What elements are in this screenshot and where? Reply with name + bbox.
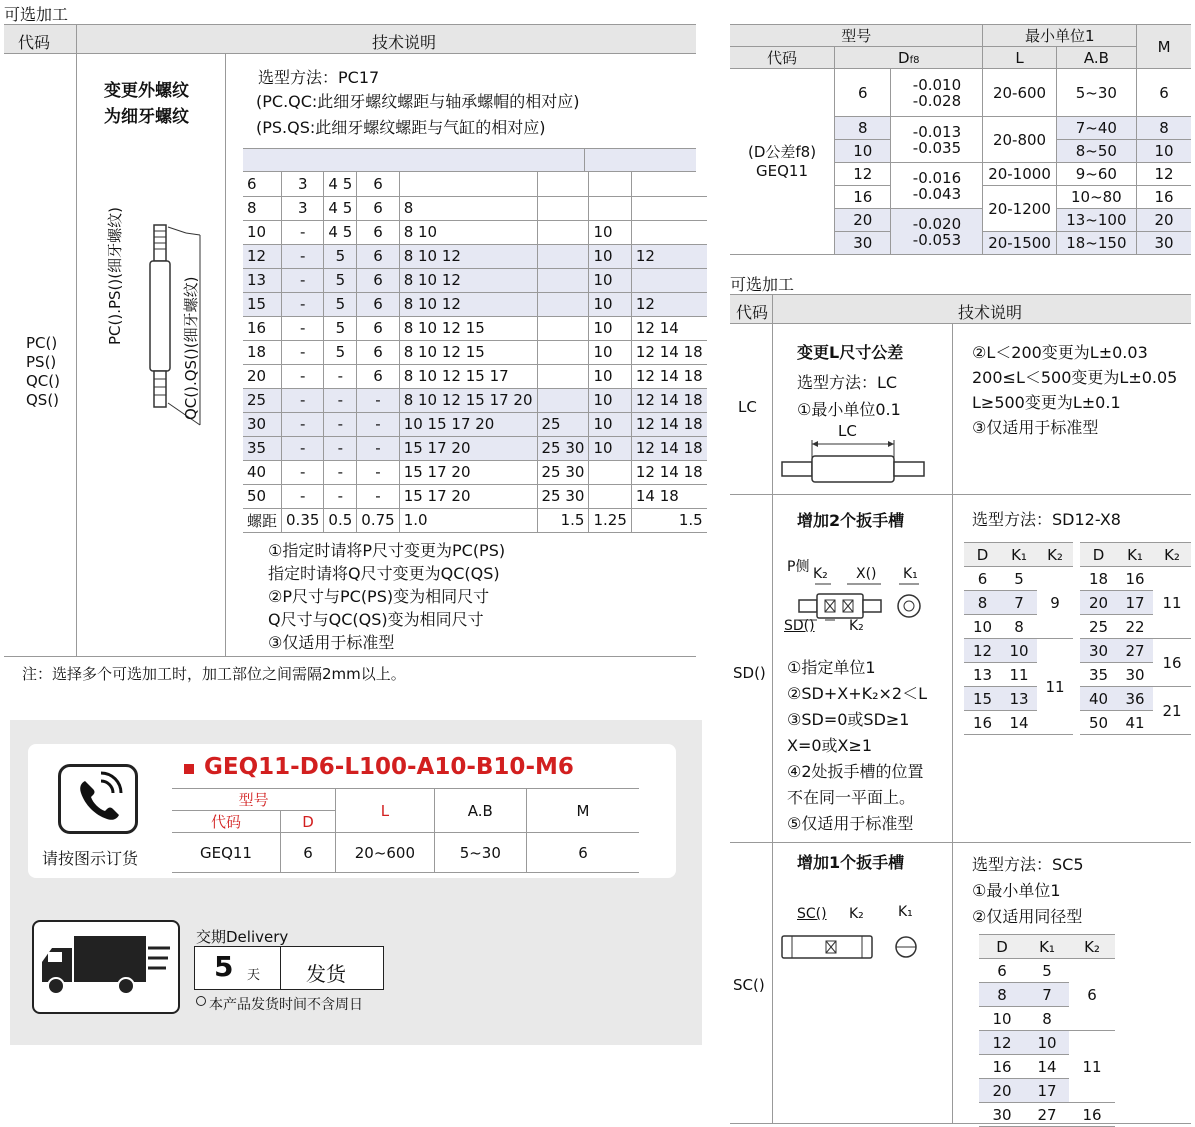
table-cell: 8 10 12 [399,244,537,268]
delivery-title: 交期Delivery [196,928,289,946]
table-cell: 40 [243,460,282,484]
table-cell: - [324,364,357,388]
table-cell: 13 [243,268,282,292]
table-cell: - [282,484,324,508]
table-cell: - [357,412,399,436]
table-cell: - [324,436,357,460]
option-codes: PC() PS() QC() QS() [26,334,60,409]
table-cell: 20 [243,364,282,388]
delivery-action: 发货 [306,962,346,986]
table-cell: 25 30 [537,484,589,508]
header-code-right: 代码 [736,303,769,322]
table-cell [537,172,589,196]
table-cell: 螺距 [243,508,282,532]
thread-notes: ①指定时请将P尺寸变更为PC(PS) 指定时请将Q尺寸变更为QC(QS) ②P尺寸与PC(PS)变为相同尺寸 Q尺寸与QC(QS)变为相同尺寸 ③仅适用于标准型 [268,541,506,652]
table-cell: 8 [243,196,282,220]
header-code: 代码 [18,33,51,52]
sd-notes: ①指定单位1 ②SD+X+K₂×2＜L ③SD=0或SD≥1 X=0或X≥1 ④2处扳手槽的位置 不在同一平面上。 ⑤仅适用于标准型 [787,658,928,833]
table-cell: 5 [324,292,357,316]
table-cell: - [324,484,357,508]
table-cell: 1.0 [399,508,537,532]
selection-method: 选型方法：PC17 [258,68,380,87]
section-title-right: 可选加工 [730,275,795,294]
bullet-icon [184,764,194,774]
phone-icon [58,764,138,834]
sd-table-left: D K₁ K₂ 6 5 9 8 7 10 8 12 10 11 13 11 15 13 16 14 [964,542,1073,735]
table-cell: 18 [243,340,282,364]
table-cell: - [357,460,399,484]
feature-title: 变更外螺纹 为细牙螺纹 [104,81,189,127]
table-cell [589,196,631,220]
table-cell: 10 [589,220,631,244]
table-cell: - [282,364,324,388]
table-cell: 10 [589,436,631,460]
sd-sd-label: SD() [784,618,815,634]
table-cell: 1.5 [537,508,589,532]
table-cell: - [282,340,324,364]
lc-note-1: ①最小单位0.1 [797,400,901,419]
table-cell: 25 [537,412,589,436]
table-cell: 6 [357,340,399,364]
sd-table-right: D K₁ K₂ 18 16 11 20 17 25 22 30 27 16 35 30 40 36 21 50 41 [1080,542,1191,735]
table-cell: 10 [589,292,631,316]
table-row [243,292,707,316]
table-cell: 5 [324,268,357,292]
footnote: 注：选择多个可选加工时，加工部位之间需隔2mm以上。 [22,665,406,683]
sc-shaft-diagram [778,924,928,964]
table-cell: 0.5 [324,508,357,532]
table-cell: 1.5 [631,508,706,532]
table-cell: 6 [357,364,399,388]
lc-notes: ②L＜200变更为L±0.03 200≤L＜500变更为L±0.05 L≥500变更为L±0.1 ③仅适用于标准型 [972,343,1178,437]
diagram-label-qc: QC().QS()(细牙螺纹) [182,276,200,420]
table-cell [537,220,589,244]
sc-k1-label: K₁ [898,904,913,920]
table-cell: - [282,292,324,316]
table-cell: 6 [357,220,399,244]
table-cell: 25 [243,388,282,412]
table-cell: 12 14 18 [631,460,706,484]
table-cell: 15 17 20 [399,484,537,508]
table-cell [537,364,589,388]
table-cell: 8 10 12 [399,292,537,316]
header-desc-right: 技术说明 [958,303,1023,322]
table-cell: 4 5 [324,220,357,244]
delivery-day-unit: 天 [247,968,261,983]
sc-title: 增加1个扳手槽 [797,853,905,872]
table-cell: 0.35 [282,508,324,532]
table-cell: 16 [243,316,282,340]
table-cell: 12 14 18 [631,436,706,460]
table-cell: 10 [589,412,631,436]
table-cell: - [324,388,357,412]
table-cell: 1.25 [589,508,631,532]
table-cell: 15 17 20 [399,436,537,460]
lc-title: 变更L尺寸公差 [797,343,904,362]
sd-k2-label: K₂ [813,566,828,582]
table-cell: - [282,316,324,340]
table-cell: 8 10 12 15 [399,340,537,364]
table-cell: 15 17 20 [399,460,537,484]
table-cell: 0.75 [357,508,399,532]
table-row [243,436,707,460]
sc-k2-label: K₂ [849,906,864,922]
delivery-days: 5 [214,950,234,983]
table-cell: 10 [589,340,631,364]
sc-sc-label: SC() [797,906,827,922]
table-cell [537,244,589,268]
table-cell [589,484,631,508]
table-cell: 6 [357,268,399,292]
table-cell: - [282,436,324,460]
table-row [243,412,707,436]
table-cell: - [282,244,324,268]
table-cell: 10 [589,388,631,412]
table-cell [537,340,589,364]
table-cell: 30 [243,412,282,436]
table-cell: 15 [243,292,282,316]
delivery-note: 本产品发货时间不含周日 [209,997,363,1013]
table-cell [537,292,589,316]
table-cell: 35 [243,436,282,460]
order-table: 型号 L A.B M 代码 D GEQ11 6 20~600 5~30 6 [172,788,639,873]
sd-k2-label-2: K₂ [849,618,864,634]
table-cell: 8 10 12 [399,268,537,292]
table-cell: 8 10 [399,220,537,244]
table-cell: 25 30 [537,460,589,484]
table-cell: - [282,412,324,436]
table-cell: 6 [357,292,399,316]
table-cell: 25 30 [537,436,589,460]
table-row [243,220,707,244]
table-cell: 10 [589,244,631,268]
sc-table: D K₁ K₂ 6 5 6 8 7 10 8 12 10 11 16 14 20 17 30 27 16 [979,934,1115,1127]
table-cell: 3 [282,172,324,196]
table-cell [631,268,706,292]
table-cell: 6 [357,316,399,340]
table-cell: - [282,388,324,412]
table-cell [399,172,537,196]
sd-p-side: P侧 [787,559,810,575]
table-cell: 8 10 12 15 17 [399,364,537,388]
table-cell: 6 [357,196,399,220]
table-cell: 10 [589,316,631,340]
table-cell: 12 14 18 [631,412,706,436]
table-cell: 10 [589,268,631,292]
header-desc: 技术说明 [372,33,437,52]
table-cell: - [282,268,324,292]
table-cell: - [324,412,357,436]
table-row [243,460,707,484]
sd-shaft-diagram [795,582,935,622]
table-cell: 4 5 [324,196,357,220]
table-cell [537,196,589,220]
part-number: GEQ11-D6-L100-A10-B10-M6 [204,754,574,780]
pitch-row [243,508,707,532]
note-ps: (PS.QS:此细牙螺纹螺距与气缸的相对应) [256,118,546,137]
sc-method: 选型方法：SC5 [972,855,1084,874]
sd-title: 增加2个扳手槽 [797,511,905,530]
table-row [243,484,707,508]
table-cell [537,268,589,292]
table-cell: 12 14 18 [631,388,706,412]
lc-code: LC [738,398,757,416]
table-cell [589,172,631,196]
sd-k1-label: K₁ [903,566,918,582]
table-cell: 5 [324,316,357,340]
sc-code: SC() [733,976,765,994]
table-cell [537,316,589,340]
order-caption: 请按图示订货 [42,849,139,868]
table-row [243,364,707,388]
table-cell: - [282,460,324,484]
table-cell: 5 [324,244,357,268]
table-cell: 6 [357,244,399,268]
sc-note-2: ②仅适用同径型 [972,907,1083,926]
table-row [243,340,707,364]
table-cell: 12 14 [631,316,706,340]
sc-note-1: ①最小单位1 [972,881,1061,900]
table-cell: - [324,460,357,484]
lc-shaft-diagram [778,438,948,484]
table-cell: 12 14 18 [631,364,706,388]
table-cell: - [357,388,399,412]
table-cell [537,388,589,412]
table-cell: 12 [631,292,706,316]
table-cell: 50 [243,484,282,508]
diagram-label-pc: PC().PS()(细牙螺纹) [106,207,124,345]
table-row [243,244,707,268]
table-cell: - [357,436,399,460]
table-row [243,268,707,292]
circle-icon [196,996,206,1006]
table-cell [631,172,706,196]
note-pc: (PC.QC:此细牙螺纹螺距与轴承螺帽的相对应) [256,92,580,111]
table-cell: 10 [589,364,631,388]
table-cell: 12 [243,244,282,268]
table-row [243,388,707,412]
table-row [243,196,707,220]
table-cell: 10 [243,220,282,244]
lc-method: 选型方法：LC [797,373,898,392]
table-cell [589,460,631,484]
sd-code: SD() [733,664,766,682]
table-cell: 3 [282,196,324,220]
sd-x-label: X() [856,566,877,582]
table-row [243,316,707,340]
truck-icon [32,920,180,1014]
table-cell: 14 18 [631,484,706,508]
dimension-table: 型号 最小单位1 M 代码 Df8 L A.B (D公差f8) GEQ11 6 -0.010 -0.028 20-600 5~30 6 8 -0.013 -0.035 20-800 7~40 8 10 8~50 10 12 -0.016 -0.043 20-1000 9~60 12 16 20-1200 10~80 16 20 -0.020 -0.053 13~100 20 30 20-1500 18~150 30 [730,24,1191,255]
table-cell: 6 [357,172,399,196]
table-cell: 8 10 12 15 [399,316,537,340]
table-cell: 8 10 12 15 17 20 [399,388,537,412]
table-cell: - [282,220,324,244]
lc-dim-label: LC [838,422,857,440]
table-row [243,172,707,196]
table-cell [631,220,706,244]
sd-method: 选型方法：SD12-X8 [972,510,1121,529]
table-header [4,24,696,54]
section-title: 可选加工 [4,5,69,24]
table-cell: 12 [631,244,706,268]
table-cell: 12 14 18 [631,340,706,364]
table-cell [631,196,706,220]
thread-table-header [243,148,696,172]
table-cell: 6 [243,172,282,196]
table-cell: 5 [324,340,357,364]
table-cell: 8 [399,196,537,220]
table-cell: 4 5 [324,172,357,196]
thread-table [243,172,707,533]
table-cell: 10 15 17 20 [399,412,537,436]
table-cell: - [357,484,399,508]
